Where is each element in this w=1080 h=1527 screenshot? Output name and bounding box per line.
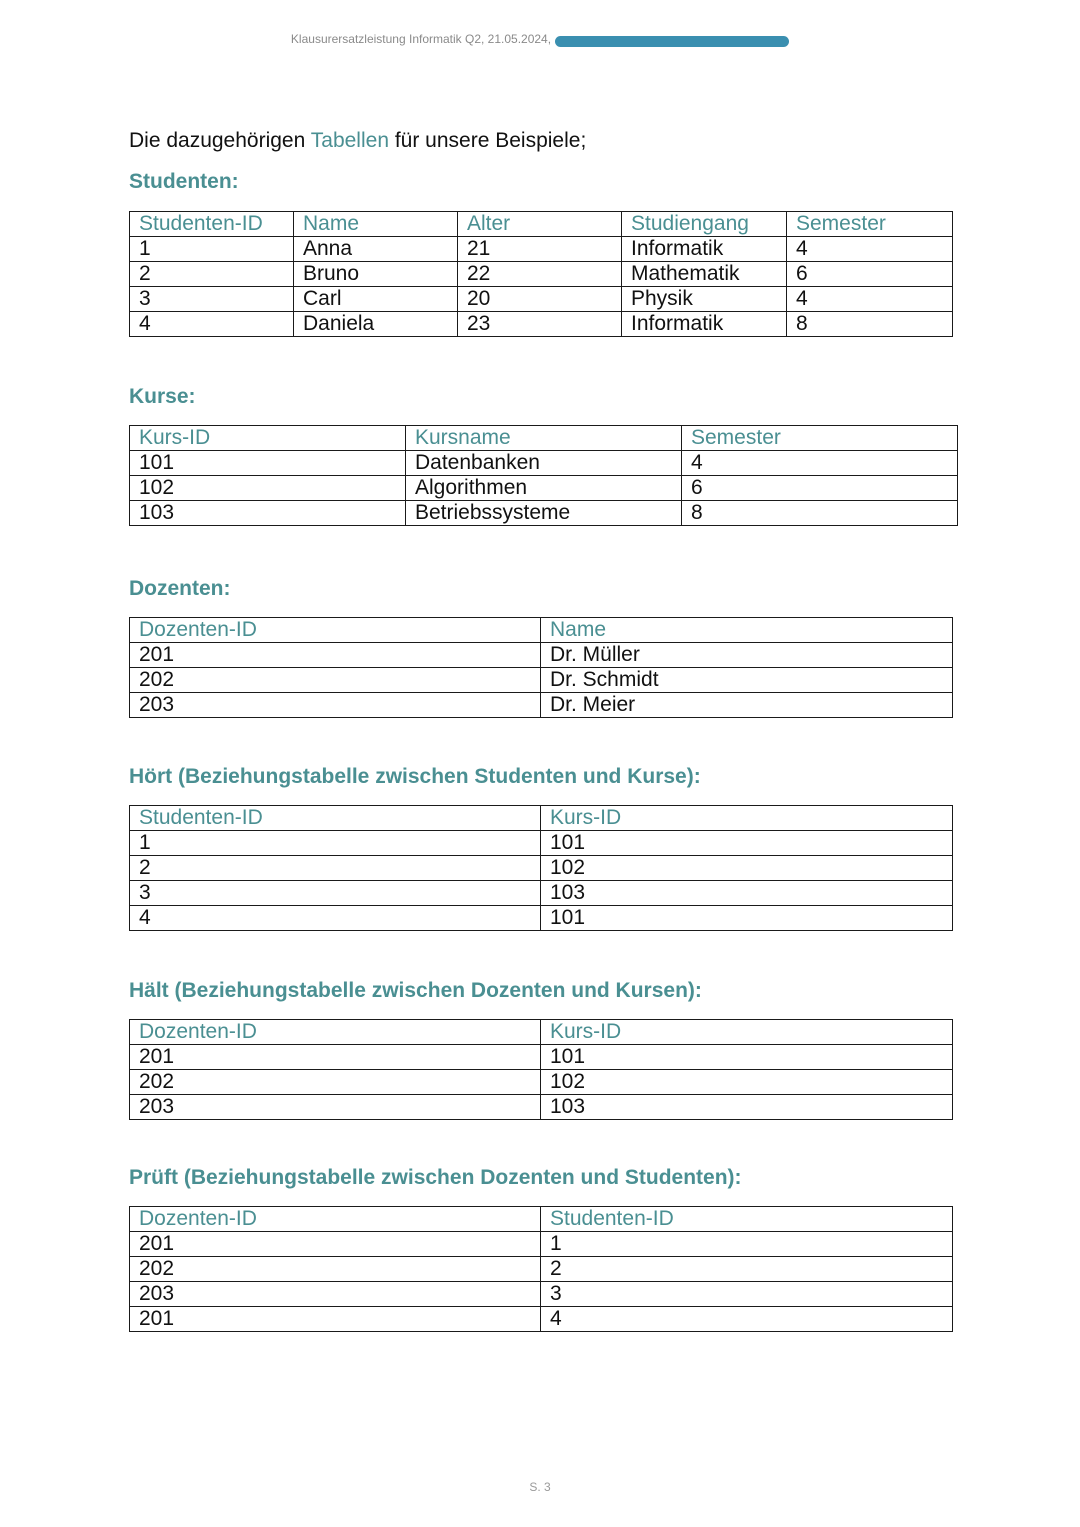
table-cell: 101	[541, 831, 953, 856]
column-header: Kurs-ID	[541, 806, 953, 831]
table-row	[130, 1282, 953, 1307]
table-row	[130, 1095, 953, 1120]
table-row	[130, 501, 958, 526]
table-cell: Betriebssysteme	[406, 501, 682, 526]
table-cell: 1	[130, 237, 294, 262]
table-cell: 202	[130, 1257, 541, 1282]
table-cell: 8	[682, 501, 958, 526]
table-cell: 6	[787, 262, 953, 287]
table-cell: 4	[787, 237, 953, 262]
page-number: S. 3	[529, 1480, 551, 1494]
table-row	[130, 1070, 953, 1095]
table-cell: 201	[130, 643, 541, 668]
section-title-prueft: Prüft (Beziehungstabelle zwischen Dozenten und Studenten):	[129, 1166, 742, 1189]
table-cell: Dr. Müller	[541, 643, 953, 668]
table-cell: Mathematik	[622, 262, 787, 287]
intro-before: Die dazugehörigen	[129, 129, 311, 152]
table-cell: 8	[787, 312, 953, 337]
table-cell: 202	[130, 1070, 541, 1095]
table-header-row	[130, 618, 953, 643]
table-cell: Datenbanken	[406, 451, 682, 476]
table-header-row	[130, 806, 953, 831]
column-header: Dozenten-ID	[130, 1207, 541, 1232]
table-cell: 203	[130, 693, 541, 718]
table-cell: 4	[541, 1307, 953, 1332]
table-cell: Algorithmen	[406, 476, 682, 501]
table-cell: 21	[458, 237, 622, 262]
column-header: Kurs-ID	[541, 1020, 953, 1045]
column-header: Dozenten-ID	[130, 618, 541, 643]
table-dozenten	[129, 617, 953, 718]
table-haelt	[129, 1019, 953, 1120]
table-cell: 2	[130, 262, 294, 287]
table-cell: 203	[130, 1095, 541, 1120]
table-cell: 101	[541, 906, 953, 931]
table-cell: Informatik	[622, 312, 787, 337]
section-title-kurse: Kurse:	[129, 385, 196, 408]
table-row	[130, 831, 953, 856]
table-cell: 23	[458, 312, 622, 337]
column-header: Studenten-ID	[130, 212, 294, 237]
table-cell: Informatik	[622, 237, 787, 262]
table-prueft	[129, 1206, 953, 1332]
table-cell: 4	[787, 287, 953, 312]
column-header: Semester	[682, 426, 958, 451]
table-row	[130, 1232, 953, 1257]
table-row	[130, 262, 953, 287]
table-row	[130, 451, 958, 476]
column-header: Kursname	[406, 426, 682, 451]
table-cell: 102	[130, 476, 406, 501]
table-cell: Daniela	[294, 312, 458, 337]
table-header-row	[130, 426, 958, 451]
table-row	[130, 1045, 953, 1070]
table-row	[130, 906, 953, 931]
intro-text	[129, 129, 586, 153]
redaction-bar	[555, 36, 789, 47]
table-cell: 2	[541, 1257, 953, 1282]
table-kurse	[129, 425, 958, 526]
table-row	[130, 668, 953, 693]
table-cell: Dr. Schmidt	[541, 668, 953, 693]
table-cell: 3	[541, 1282, 953, 1307]
table-cell: 102	[541, 1070, 953, 1095]
column-header: Studiengang	[622, 212, 787, 237]
table-cell: 4	[130, 312, 294, 337]
table-cell: Anna	[294, 237, 458, 262]
table-studenten	[129, 211, 953, 337]
section-title-dozenten: Dozenten:	[129, 577, 231, 600]
table-cell: 201	[130, 1307, 541, 1332]
page-header	[0, 32, 1080, 50]
table-cell: 102	[541, 856, 953, 881]
column-header: Dozenten-ID	[130, 1020, 541, 1045]
table-row	[130, 237, 953, 262]
column-header: Name	[541, 618, 953, 643]
intro-after: für unsere Beispiele;	[389, 129, 587, 152]
section-title-hoert: Hört (Beziehungstabelle zwischen Studenten und Kurse):	[129, 765, 701, 788]
table-cell: 103	[130, 501, 406, 526]
table-cell: 22	[458, 262, 622, 287]
section-title-haelt: Hält (Beziehungstabelle zwischen Dozenten und Kursen):	[129, 979, 702, 1002]
table-cell: 103	[541, 881, 953, 906]
table-cell: 2	[130, 856, 541, 881]
column-header: Alter	[458, 212, 622, 237]
table-cell: 20	[458, 287, 622, 312]
table-cell: 101	[130, 451, 406, 476]
table-cell: 3	[130, 287, 294, 312]
table-header-row	[130, 1207, 953, 1232]
section-title-studenten: Studenten:	[129, 170, 239, 193]
column-header: Studenten-ID	[541, 1207, 953, 1232]
table-cell: 4	[682, 451, 958, 476]
table-row	[130, 693, 953, 718]
table-cell: 101	[541, 1045, 953, 1070]
table-row	[130, 881, 953, 906]
table-row	[130, 643, 953, 668]
intro-accent: Tabellen	[310, 129, 389, 152]
table-cell: Bruno	[294, 262, 458, 287]
header-text: Klausurersatzleistung Informatik Q2, 21.05.2024,	[290, 32, 552, 46]
table-cell: Physik	[622, 287, 787, 312]
table-cell: 203	[130, 1282, 541, 1307]
table-cell: 1	[541, 1232, 953, 1257]
table-cell: Carl	[294, 287, 458, 312]
table-cell: 103	[541, 1095, 953, 1120]
table-hoert	[129, 805, 953, 931]
table-cell: 1	[130, 831, 541, 856]
table-row	[130, 312, 953, 337]
table-row	[130, 476, 958, 501]
table-cell: 202	[130, 668, 541, 693]
column-header: Name	[294, 212, 458, 237]
table-cell: Dr. Meier	[541, 693, 953, 718]
table-cell: 6	[682, 476, 958, 501]
column-header: Kurs-ID	[130, 426, 406, 451]
table-cell: 3	[130, 881, 541, 906]
table-row	[130, 287, 953, 312]
table-cell: 201	[130, 1045, 541, 1070]
column-header: Semester	[787, 212, 953, 237]
table-header-row	[130, 212, 953, 237]
column-header: Studenten-ID	[130, 806, 541, 831]
table-row	[130, 1307, 953, 1332]
table-cell: 4	[130, 906, 541, 931]
table-row	[130, 856, 953, 881]
table-row	[130, 1257, 953, 1282]
table-header-row	[130, 1020, 953, 1045]
table-cell: 201	[130, 1232, 541, 1257]
